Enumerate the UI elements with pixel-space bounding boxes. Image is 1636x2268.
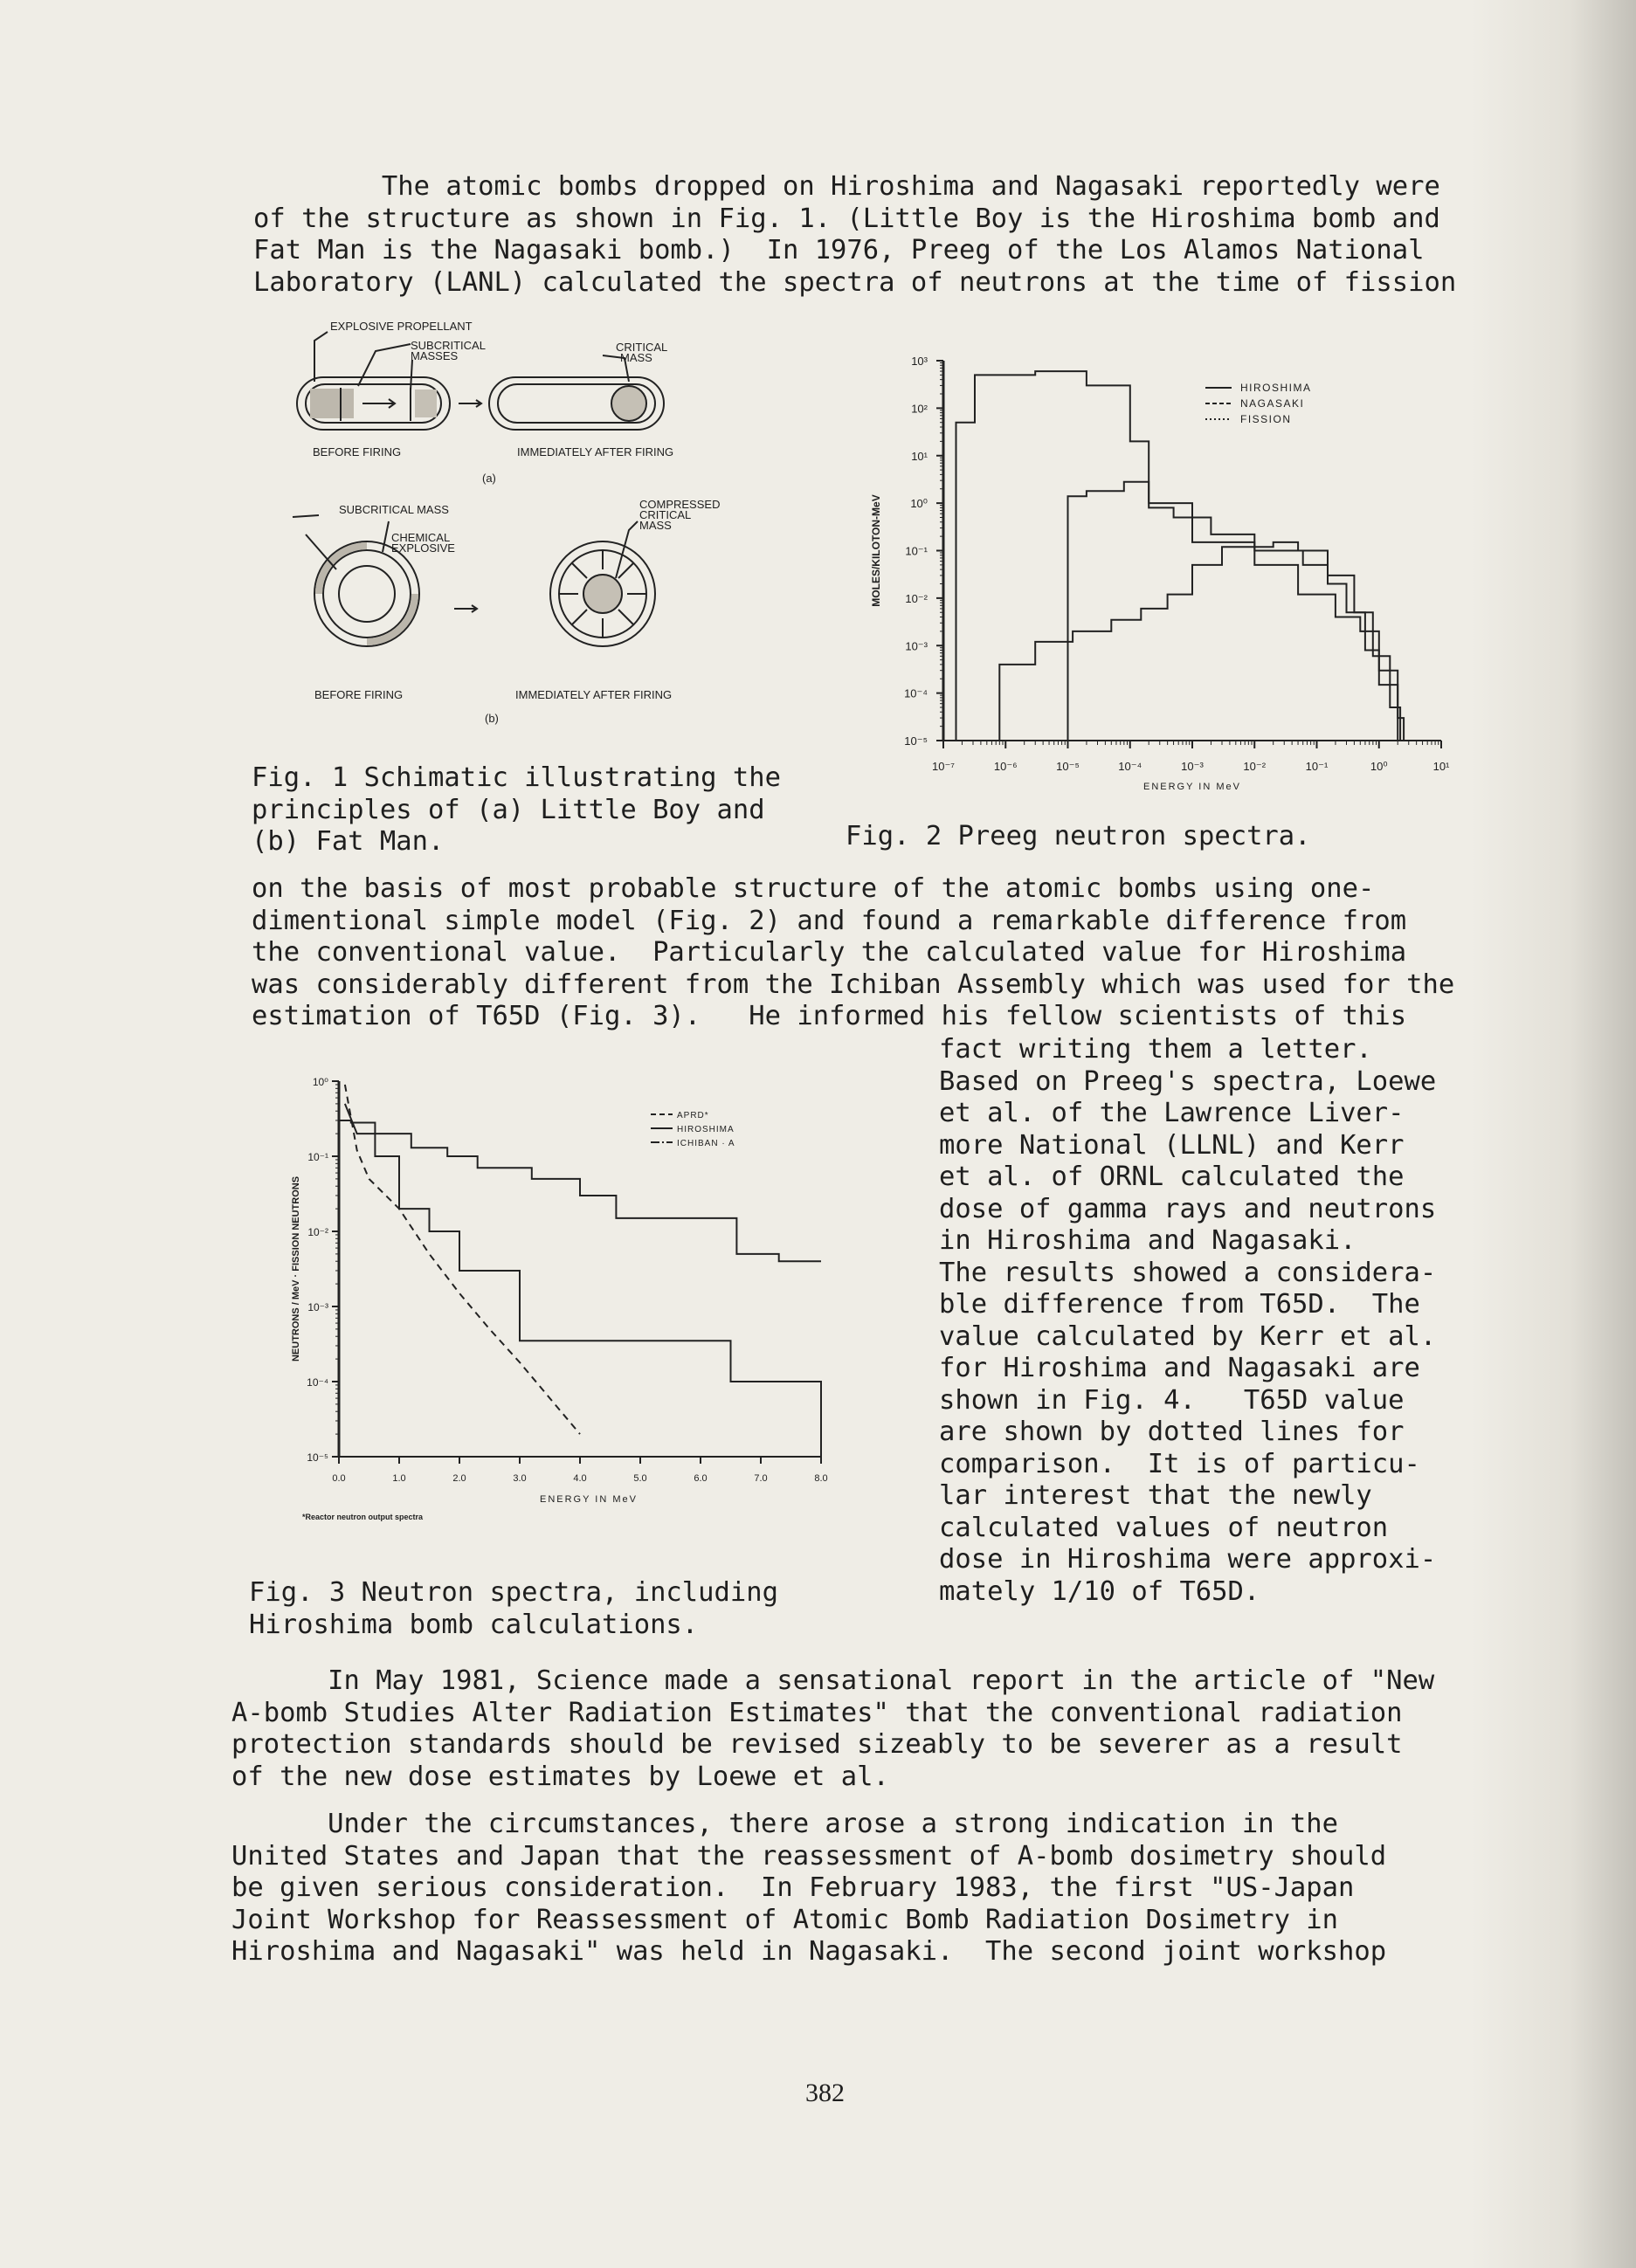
fig2-y-tick-label: 10⁻³	[905, 639, 928, 653]
fig2-x-tick-label: 10⁰	[1370, 760, 1388, 773]
fig3-x-tick-label: 0.0	[332, 1473, 346, 1484]
fig1-label-compressed-1: COMPRESSED	[639, 498, 721, 511]
fig2-x-tick-label: 10⁻¹	[1305, 760, 1329, 773]
fig3-legend-label: HIROSHIMA	[677, 1125, 735, 1134]
fig1-label-chemical-2: EXPLOSIVE	[391, 541, 455, 555]
fig3-x-tick-label: 3.0	[513, 1473, 527, 1484]
fig1-label-critical-1: CRITICAL	[616, 341, 668, 354]
fig3-footnote: *Reactor neutron output spectra	[302, 1513, 424, 1521]
fig3-x-tick-label: 1.0	[392, 1473, 406, 1484]
fig3-x-tick-label: 6.0	[694, 1473, 708, 1484]
fig3-x-tick-label: 4.0	[573, 1473, 587, 1484]
fig2-x-tick-label: 10¹	[1432, 760, 1450, 773]
fig2-y-tick-label: 10⁻²	[905, 591, 928, 605]
fig2-y-tick-label: 10³	[911, 355, 928, 368]
fig2-y-axis-label: MOLES/KILOTON-MeV	[870, 494, 882, 607]
fig1-label-compressed-3: MASS	[639, 519, 672, 532]
fig3-legend-label: ICHIBAN · A	[677, 1139, 735, 1148]
caption-fig2: Fig. 2 Preeg neutron spectra.	[846, 821, 1311, 851]
fig3-y-tick-label: 10⁻⁴	[307, 1376, 328, 1389]
paragraph-2-continued: fact writing them a letter. Based on Preeg's spectra, Loewe et al. of the Lawrence Liver- more National (LLNL) and Kerr et al. of ORNL calculated the dose of gamma rays and neutrons in Hiroshima and Nagasaki. The results showed a considera- ble difference from T65D. The value calculated by Kerr et al. for Hiroshima and Nagasaki are shown in Fig. 4. T65D value are shown by dotted lines for comparison. It is of particu- lar interest that the newly calculated values of neutron dose in Hiroshima were approxi- mately 1/10 of T65D.	[939, 1034, 1437, 1607]
fig1-label-subcritical-2: MASSES	[411, 349, 459, 362]
figure-3-chart	[280, 1064, 856, 1535]
page-number: 382	[805, 2078, 845, 2107]
fig1-label-before-firing-a: BEFORE FIRING	[313, 445, 402, 458]
fig3-x-tick-label: 8.0	[814, 1473, 828, 1484]
fig2-y-tick-label: 10⁻⁵	[904, 734, 928, 748]
fig1-label-before-firing-b: BEFORE FIRING	[314, 688, 404, 701]
fig1-label-subcritical-1: SUBCRITICAL	[411, 339, 486, 352]
fig2-series-fission	[1068, 482, 1398, 741]
fig1-label-a: (a)	[482, 472, 496, 485]
paragraph-3: In May 1981, Science made a sensational report in the article of "New A-bomb Studies Alter Radiation Estimates" that the conventional radiation protection standards should be revised sizeably to be severer as a result of the new dose estimates by Loewe et al.	[231, 1665, 1435, 1792]
fig2-x-axis-label: ENERGY IN MeV	[1143, 782, 1241, 792]
fig2-series-hiroshima	[956, 371, 1405, 741]
fig3-x-tick-label: 7.0	[754, 1473, 768, 1484]
fig2-y-tick-label: 10²	[911, 402, 928, 416]
fig2-y-tick-label: 10⁻¹	[905, 544, 928, 558]
figure-2-chart	[860, 348, 1472, 802]
paragraph-1: The atomic bombs dropped on Hiroshima and Nagasaki reportedly were of the structure as shown in Fig. 1. (Little Boy is the Hiroshima bomb and Fat Man is the Nagasaki bomb.) In 1976, Preeg of the Los Alamos National Laboratory (LANL) calculated the spectra of neutrons at the time of fission	[253, 171, 1457, 298]
fig3-y-tick-label: 10⁻²	[307, 1226, 328, 1238]
fig3-series-2	[345, 1104, 821, 1457]
fig2-x-tick-label: 10⁻³	[1181, 760, 1204, 773]
fig1-label-after-firing-b: IMMEDIATELY AFTER FIRING	[515, 688, 673, 701]
fig3-y-axis-label: NEUTRONS / MeV · FISSION NEUTRONS	[291, 1175, 301, 1362]
fig1-label-subcritical-mass: SUBCRITICAL MASS	[339, 503, 449, 516]
fig2-x-tick-label: 10⁻⁵	[1056, 760, 1080, 773]
fig1-label-explosive-propellant: EXPLOSIVE PROPELLANT	[330, 320, 473, 333]
paragraph-2: on the basis of most probable structure of the atomic bombs using one- dimentional simple model (Fig. 2) and found a remarkable difference from the conventional value. Particularly the calculated value for Hiroshima was considerably different from the Ichiban Assembly which was used for the estimation of T65D (Fig. 3). He informed his fellow scientists of this	[252, 873, 1455, 1031]
fig3-y-tick-label: 10⁰	[312, 1076, 328, 1088]
fig2-x-tick-label: 10⁻²	[1243, 760, 1267, 773]
fig1-label-critical-2: MASS	[620, 351, 652, 364]
paragraph-4: Under the circumstances, there arose a strong indication in the United States and Japan that the reassessment of A-bomb dosimetry should be given serious consideration. In February 1983, the first "US-Japan Joint Workshop for Reassessment of Atomic Bomb Radiation Dosimetry in Hiroshima and Nagasaki" was held in Nagasaki. The second joint workshop	[231, 1809, 1387, 1967]
fig3-y-tick-label: 10⁻¹	[307, 1151, 328, 1163]
fig2-y-tick-label: 10¹	[911, 449, 928, 463]
fig3-x-tick-label: 2.0	[452, 1473, 466, 1484]
fig2-legend-label: HIROSHIMA	[1240, 382, 1312, 394]
fig2-y-tick-label: 10⁻⁴	[904, 686, 928, 700]
fig1-label-chemical-1: CHEMICAL	[391, 531, 451, 544]
fig2-y-tick-label: 10⁰	[910, 497, 928, 511]
fig3-x-tick-label: 5.0	[633, 1473, 647, 1484]
caption-fig1: Fig. 1 Schimatic illustrating the principles of (a) Little Boy and (b) Fat Man.	[252, 762, 781, 857]
fig2-x-tick-label: 10⁻⁶	[993, 760, 1018, 773]
fig3-y-tick-label: 10⁻³	[307, 1301, 328, 1313]
fig1-label-after-firing-a: IMMEDIATELY AFTER FIRING	[517, 445, 674, 458]
fig3-legend-label: APRD*	[677, 1111, 709, 1120]
fig2-x-tick-label: 10⁻⁴	[1118, 760, 1142, 773]
fig1-label-b: (b)	[485, 712, 499, 725]
fig2-x-tick-label: 10⁻⁷	[931, 760, 956, 773]
fig3-y-tick-label: 10⁻⁵	[307, 1451, 328, 1464]
fig1-label-compressed-2: CRITICAL	[639, 508, 692, 521]
fig3-series-1	[339, 1120, 821, 1261]
page-shadow	[1470, 0, 1636, 2268]
fig2-legend-label: NAGASAKI	[1240, 397, 1305, 410]
fig3-x-axis-label: ENERGY IN MeV	[540, 1494, 638, 1505]
fig2-legend-label: FISSION	[1240, 413, 1292, 425]
fig2-series-nagasaki	[999, 542, 1400, 741]
caption-fig3: Fig. 3 Neutron spectra, including Hiroshima bomb calculations.	[249, 1577, 778, 1640]
fig3-series-0	[345, 1085, 580, 1434]
figure-1-schematic	[280, 316, 734, 727]
